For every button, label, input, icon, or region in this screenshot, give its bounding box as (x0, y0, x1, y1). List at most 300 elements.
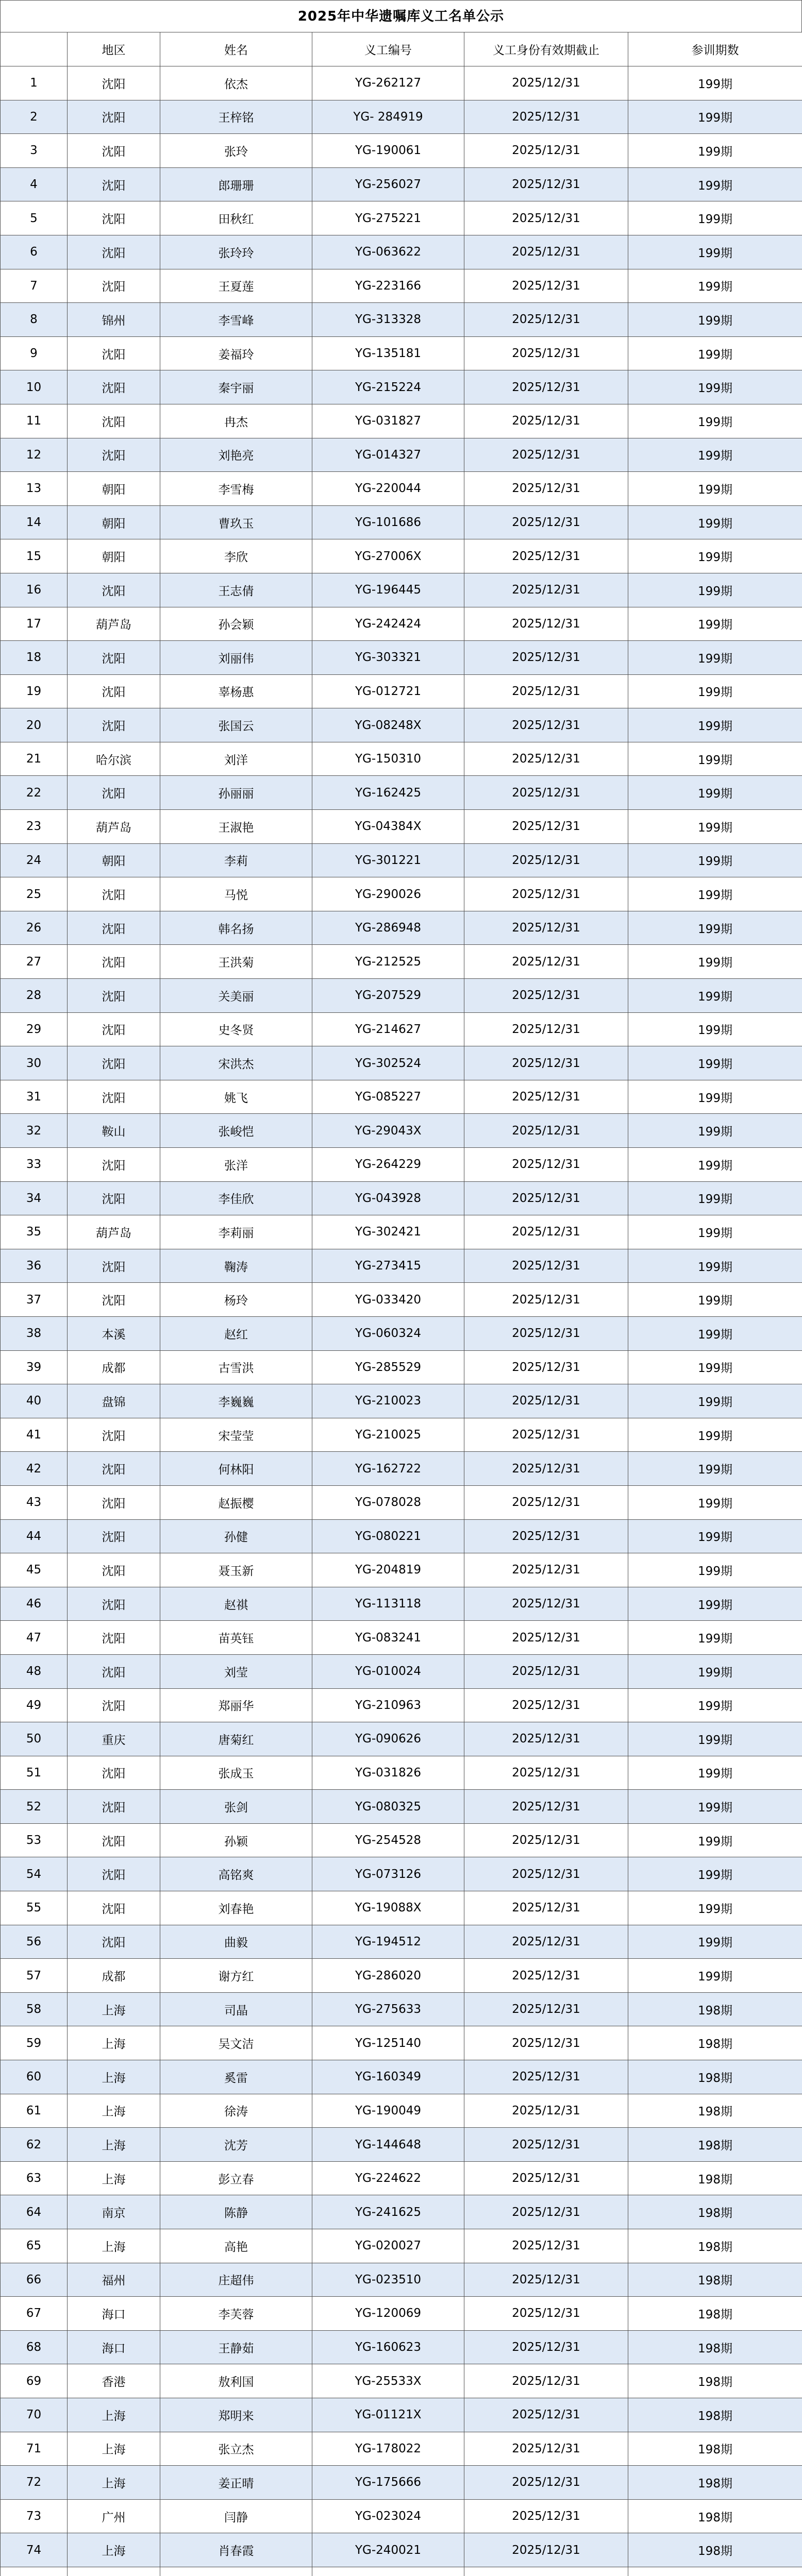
row-name: 赵红 (160, 1316, 312, 1350)
row-index: 59 (1, 2026, 68, 2060)
row-session: 199期 (628, 911, 802, 945)
row-name: 庄超伟 (160, 2263, 312, 2297)
row-name: 聂玉新 (160, 1553, 312, 1587)
table-row (1, 1553, 802, 1587)
table-row (1, 1181, 802, 1215)
row-session: 199期 (628, 1621, 802, 1655)
table-row (1, 1722, 802, 1756)
row-index (1, 2567, 68, 2576)
row-index: 53 (1, 1823, 68, 1857)
row-name: 刘莹 (160, 1654, 312, 1688)
row-region: 沈阳 (68, 945, 160, 979)
row-region: 鞍山 (68, 1114, 160, 1148)
row-session: 198期 (628, 2195, 802, 2229)
row-session: 199期 (628, 336, 802, 370)
row-volunteer-id: YG-285529 (312, 1350, 464, 1384)
row-name: 张剑 (160, 1790, 312, 1824)
row-expiry: 2025/12/31 (464, 336, 628, 370)
table-row (1, 201, 802, 235)
row-session: 198期 (628, 1992, 802, 2026)
table-row (1, 1249, 802, 1283)
row-index: 6 (1, 235, 68, 269)
row-volunteer-id: YG-175666 (312, 2466, 464, 2500)
row-expiry: 2025/12/31 (464, 979, 628, 1013)
row-region: 哈尔滨 (68, 742, 160, 776)
row-session: 198期 (628, 2432, 802, 2466)
row-expiry: 2025/12/31 (464, 1181, 628, 1215)
table-row (1, 1587, 802, 1621)
row-region: 沈阳 (68, 1621, 160, 1655)
row-session: 199期 (628, 1350, 802, 1384)
row-region: 沈阳 (68, 1790, 160, 1824)
row-session: 199期 (628, 607, 802, 641)
row-name: 孙丽丽 (160, 776, 312, 810)
row-region: 沈阳 (68, 1283, 160, 1317)
row-expiry: 2025/12/31 (464, 370, 628, 404)
row-volunteer-id: YG-254528 (312, 1823, 464, 1857)
row-name: 郑明来 (160, 2398, 312, 2432)
row-index: 30 (1, 1046, 68, 1080)
table-row (1, 776, 802, 810)
row-index: 38 (1, 1316, 68, 1350)
row-expiry: 2025/12/31 (464, 1688, 628, 1722)
row-name: 何林阳 (160, 1452, 312, 1486)
row-index: 27 (1, 945, 68, 979)
table-row (1, 100, 802, 134)
row-index: 55 (1, 1891, 68, 1925)
row-expiry: 2025/12/31 (464, 1350, 628, 1384)
row-index: 42 (1, 1452, 68, 1486)
table-row (1, 2567, 802, 2576)
row-expiry: 2025/12/31 (464, 1959, 628, 1993)
row-expiry: 2025/12/31 (464, 1587, 628, 1621)
row-region: 沈阳 (68, 100, 160, 134)
row-name: 徐涛 (160, 2094, 312, 2128)
row-index: 5 (1, 201, 68, 235)
header-volunteer-id: 义工编号 (312, 32, 464, 66)
row-name: 张峻恺 (160, 1114, 312, 1148)
row-name: 马悦 (160, 877, 312, 911)
row-index: 68 (1, 2330, 68, 2364)
row-session: 199期 (628, 201, 802, 235)
table-row (1, 1080, 802, 1114)
row-volunteer-id: YG-264229 (312, 1148, 464, 1182)
row-volunteer-id: YG-242424 (312, 607, 464, 641)
row-index: 12 (1, 438, 68, 472)
row-session: 199期 (628, 945, 802, 979)
row-expiry: 2025/12/31 (464, 539, 628, 573)
row-name: 李莉丽 (160, 1215, 312, 1249)
table-row (1, 1688, 802, 1722)
row-name: 李欣 (160, 539, 312, 573)
row-session: 199期 (628, 843, 802, 877)
row-volunteer-id: YG-150310 (312, 742, 464, 776)
row-name: 苗英钰 (160, 1621, 312, 1655)
row-volunteer-id: YG-031826 (312, 1756, 464, 1790)
row-region: 沈阳 (68, 1519, 160, 1553)
row-volunteer-id: YG-023510 (312, 2263, 464, 2297)
row-session: 199期 (628, 1654, 802, 1688)
row-expiry: 2025/12/31 (464, 2128, 628, 2162)
row-name: 王志倩 (160, 573, 312, 607)
table-row (1, 303, 802, 337)
row-name: 张成玉 (160, 1756, 312, 1790)
row-session: 198期 (628, 2466, 802, 2500)
row-expiry: 2025/12/31 (464, 1012, 628, 1046)
row-index: 73 (1, 2499, 68, 2533)
row-volunteer-id: YG-125140 (312, 2026, 464, 2060)
row-volunteer-id: YG-190061 (312, 134, 464, 168)
row-session: 199期 (628, 1012, 802, 1046)
row-expiry: 2025/12/31 (464, 1316, 628, 1350)
row-session: 199期 (628, 1316, 802, 1350)
row-region: 沈阳 (68, 1688, 160, 1722)
row-volunteer-id: YG-210025 (312, 1418, 464, 1452)
row-name: 谢方红 (160, 1959, 312, 1993)
table-row (1, 2161, 802, 2195)
row-index: 35 (1, 1215, 68, 1249)
row-name: 王夏莲 (160, 269, 312, 303)
row-expiry: 2025/12/31 (464, 2398, 628, 2432)
row-expiry: 2025/12/31 (464, 2161, 628, 2195)
row-session: 199期 (628, 167, 802, 201)
row-region: 沈阳 (68, 1452, 160, 1486)
row-region: 沈阳 (68, 1148, 160, 1182)
row-region: 南京 (68, 2195, 160, 2229)
row-name: 肖春霞 (160, 2533, 312, 2567)
row-session: 198期 (628, 2533, 802, 2567)
table-row (1, 2195, 802, 2229)
row-session: 198期 (628, 2128, 802, 2162)
table-row (1, 1283, 802, 1317)
row-region: 朝阳 (68, 539, 160, 573)
row-region: 朝阳 (68, 843, 160, 877)
table-row (1, 810, 802, 844)
table-row (1, 2263, 802, 2297)
row-volunteer-id: YG-241625 (312, 2195, 464, 2229)
row-expiry: 2025/12/31 (464, 2364, 628, 2398)
row-expiry: 2025/12/31 (464, 1418, 628, 1452)
row-name: 刘春艳 (160, 1891, 312, 1925)
row-expiry: 2025/12/31 (464, 877, 628, 911)
row-index: 50 (1, 1722, 68, 1756)
table-row (1, 1891, 802, 1925)
row-name: 张洋 (160, 1148, 312, 1182)
row-name: 姜福玲 (160, 336, 312, 370)
row-name: 高铭爽 (160, 1857, 312, 1891)
row-volunteer-id: YG-162425 (312, 776, 464, 810)
row-index: 14 (1, 505, 68, 539)
row-name: 闫静 (160, 2499, 312, 2533)
table-row (1, 1959, 802, 1993)
table-row (1, 742, 802, 776)
table-row (1, 370, 802, 404)
row-volunteer-id: YG-085227 (312, 1080, 464, 1114)
row-expiry: 2025/12/31 (464, 66, 628, 100)
row-volunteer-id: YG-031827 (312, 404, 464, 438)
row-name: 张玲 (160, 134, 312, 168)
table-row (1, 641, 802, 675)
table-row (1, 1316, 802, 1350)
row-expiry: 2025/12/31 (464, 1621, 628, 1655)
row-region: 沈阳 (68, 674, 160, 708)
row-region: 沈阳 (68, 1925, 160, 1959)
row-volunteer-id: YG-080221 (312, 1519, 464, 1553)
row-volunteer-id: YG-160623 (312, 2330, 464, 2364)
row-index: 47 (1, 1621, 68, 1655)
row-session: 199期 (628, 1148, 802, 1182)
row-name: 李佳欣 (160, 1181, 312, 1215)
row-region: 沈阳 (68, 776, 160, 810)
table-row (1, 472, 802, 506)
row-region: 沈阳 (68, 438, 160, 472)
row-name: 李雪梅 (160, 472, 312, 506)
row-expiry: 2025/12/31 (464, 2026, 628, 2060)
row-name: 刘丽伟 (160, 641, 312, 675)
row-session: 199期 (628, 1925, 802, 1959)
row-volunteer-id: YG-303321 (312, 641, 464, 675)
row-volunteer-id: YG-19088X (312, 1891, 464, 1925)
row-name: 曹玖玉 (160, 505, 312, 539)
table-row (1, 1519, 802, 1553)
row-expiry: 2025/12/31 (464, 201, 628, 235)
table-row (1, 1148, 802, 1182)
row-session: 199期 (628, 708, 802, 742)
row-index: 41 (1, 1418, 68, 1452)
row-region: 福州 (68, 2263, 160, 2297)
row-session: 199期 (628, 539, 802, 573)
table-row (1, 1756, 802, 1790)
row-session: 199期 (628, 742, 802, 776)
row-region: 沈阳 (68, 269, 160, 303)
row-index: 67 (1, 2297, 68, 2331)
row-expiry: 2025/12/31 (464, 573, 628, 607)
row-expiry: 2025/12/31 (464, 674, 628, 708)
row-volunteer-id: YG- 284919 (312, 100, 464, 134)
row-region: 沈阳 (68, 1857, 160, 1891)
row-name: 赵振樱 (160, 1485, 312, 1519)
row-session: 199期 (628, 641, 802, 675)
row-session: 199期 (628, 269, 802, 303)
table-body (1, 66, 802, 2576)
row-name: 王淑艳 (160, 810, 312, 844)
row-name: 关美丽 (160, 979, 312, 1013)
row-volunteer-id: YG-286948 (312, 911, 464, 945)
row-expiry: 2025/12/31 (464, 167, 628, 201)
row-volunteer-id: YG-190049 (312, 2094, 464, 2128)
row-volunteer-id: YG-275221 (312, 201, 464, 235)
table-row (1, 269, 802, 303)
row-region: 沈阳 (68, 1654, 160, 1688)
row-session: 199期 (628, 1857, 802, 1891)
row-expiry: 2025/12/31 (464, 2466, 628, 2500)
table-row (1, 2094, 802, 2128)
row-region: 沈阳 (68, 1756, 160, 1790)
row-name: 张立杰 (160, 2432, 312, 2466)
row-expiry: 2025/12/31 (464, 945, 628, 979)
table-row (1, 505, 802, 539)
row-region: 沈阳 (68, 911, 160, 945)
row-name: 王梓铭 (160, 100, 312, 134)
table-row (1, 539, 802, 573)
row-region: 沈阳 (68, 201, 160, 235)
row-expiry: 2025/12/31 (464, 2533, 628, 2567)
table-row (1, 1452, 802, 1486)
row-index: 40 (1, 1384, 68, 1418)
row-index: 72 (1, 2466, 68, 2500)
row-name: 史冬贤 (160, 1012, 312, 1046)
row-expiry: 2025/12/31 (464, 1823, 628, 1857)
table-row (1, 2128, 802, 2162)
row-name: 高艳 (160, 2229, 312, 2263)
row-expiry: 2025/12/31 (464, 607, 628, 641)
row-expiry: 2025/12/31 (464, 1553, 628, 1587)
row-name: 姜正晴 (160, 2466, 312, 2500)
table-row (1, 2060, 802, 2094)
row-name: 吴文洁 (160, 2026, 312, 2060)
row-region: 广州 (68, 2499, 160, 2533)
row-index: 58 (1, 1992, 68, 2026)
table-row (1, 979, 802, 1013)
table-row (1, 674, 802, 708)
row-expiry: 2025/12/31 (464, 1283, 628, 1317)
row-expiry: 2025/12/31 (464, 2297, 628, 2331)
row-volunteer-id: YG-083241 (312, 1621, 464, 1655)
row-expiry: 2025/12/31 (464, 1891, 628, 1925)
row-region: 本溪 (68, 1316, 160, 1350)
row-volunteer-id: YG-178022 (312, 2432, 464, 2466)
row-region: 成都 (68, 1959, 160, 1993)
row-region: 沈阳 (68, 1485, 160, 1519)
row-session: 199期 (628, 1046, 802, 1080)
row-index: 43 (1, 1485, 68, 1519)
row-region: 上海 (68, 2060, 160, 2094)
row-name: 李芙蓉 (160, 2297, 312, 2331)
row-expiry: 2025/12/31 (464, 100, 628, 134)
row-session: 199期 (628, 1384, 802, 1418)
row-expiry: 2025/12/31 (464, 641, 628, 675)
row-session: 199期 (628, 100, 802, 134)
row-session: 198期 (628, 2094, 802, 2128)
row-name: 古雪洪 (160, 1350, 312, 1384)
table-row (1, 877, 802, 911)
row-volunteer-id: YG-286020 (312, 1959, 464, 1993)
row-region: 沈阳 (68, 404, 160, 438)
row-session: 199期 (628, 1823, 802, 1857)
row-region: 沈阳 (68, 641, 160, 675)
row-index: 21 (1, 742, 68, 776)
row-index: 65 (1, 2229, 68, 2263)
row-index: 7 (1, 269, 68, 303)
row-expiry: 2025/12/31 (464, 2330, 628, 2364)
row-index: 26 (1, 911, 68, 945)
table-row (1, 843, 802, 877)
row-index: 54 (1, 1857, 68, 1891)
row-volunteer-id: YG-301221 (312, 843, 464, 877)
row-session: 199期 (628, 810, 802, 844)
row-index: 49 (1, 1688, 68, 1722)
row-session: 199期 (628, 1249, 802, 1283)
row-index: 32 (1, 1114, 68, 1148)
row-expiry: 2025/12/31 (464, 2263, 628, 2297)
row-region: 沈阳 (68, 1012, 160, 1046)
table-row (1, 438, 802, 472)
row-region: 沈阳 (68, 134, 160, 168)
row-volunteer-id: YG-010024 (312, 1654, 464, 1688)
row-region: 朝阳 (68, 505, 160, 539)
row-index: 64 (1, 2195, 68, 2229)
row-expiry: 2025/12/31 (464, 1215, 628, 1249)
row-name (160, 2567, 312, 2576)
row-index: 36 (1, 1249, 68, 1283)
table-row (1, 1925, 802, 1959)
row-index: 24 (1, 843, 68, 877)
row-volunteer-id: YG-224622 (312, 2161, 464, 2195)
row-session: 199期 (628, 1790, 802, 1824)
row-region: 上海 (68, 2432, 160, 2466)
row-volunteer-id: YG-25533X (312, 2364, 464, 2398)
row-region: 上海 (68, 1992, 160, 2026)
row-name: 姚飞 (160, 1080, 312, 1114)
row-name: 张国云 (160, 708, 312, 742)
row-expiry: 2025/12/31 (464, 303, 628, 337)
row-expiry: 2025/12/31 (464, 1992, 628, 2026)
row-volunteer-id: YG-073126 (312, 1857, 464, 1891)
row-name: 敖利国 (160, 2364, 312, 2398)
row-region: 沈阳 (68, 167, 160, 201)
row-region: 沈阳 (68, 1181, 160, 1215)
row-name: 张玲玲 (160, 235, 312, 269)
row-expiry: 2025/12/31 (464, 776, 628, 810)
row-session: 199期 (628, 573, 802, 607)
row-region: 香港 (68, 2364, 160, 2398)
row-session: 199期 (628, 1485, 802, 1519)
table-row (1, 1114, 802, 1148)
row-name: 李莉 (160, 843, 312, 877)
row-volunteer-id: YG-063622 (312, 235, 464, 269)
table-row (1, 1654, 802, 1688)
row-expiry: 2025/12/31 (464, 1485, 628, 1519)
row-index: 52 (1, 1790, 68, 1824)
row-region: 沈阳 (68, 1553, 160, 1587)
row-volunteer-id (312, 2567, 464, 2576)
row-session: 199期 (628, 979, 802, 1013)
row-region: 海口 (68, 2297, 160, 2331)
row-region: 沈阳 (68, 573, 160, 607)
row-region: 沈阳 (68, 979, 160, 1013)
row-index: 1 (1, 66, 68, 100)
row-volunteer-id: YG-212525 (312, 945, 464, 979)
table-row (1, 1215, 802, 1249)
table-row (1, 1823, 802, 1857)
row-index: 31 (1, 1080, 68, 1114)
row-expiry: 2025/12/31 (464, 505, 628, 539)
row-name: 鞠涛 (160, 1249, 312, 1283)
row-expiry: 2025/12/31 (464, 1857, 628, 1891)
row-region: 葫芦岛 (68, 607, 160, 641)
row-index: 15 (1, 539, 68, 573)
row-session: 199期 (628, 776, 802, 810)
row-session: 198期 (628, 2229, 802, 2263)
row-volunteer-id: YG-04384X (312, 810, 464, 844)
row-expiry: 2025/12/31 (464, 1756, 628, 1790)
row-index: 16 (1, 573, 68, 607)
row-index: 20 (1, 708, 68, 742)
row-name: 郎珊珊 (160, 167, 312, 201)
row-index: 37 (1, 1283, 68, 1317)
row-index: 71 (1, 2432, 68, 2466)
row-volunteer-id: YG-020027 (312, 2229, 464, 2263)
